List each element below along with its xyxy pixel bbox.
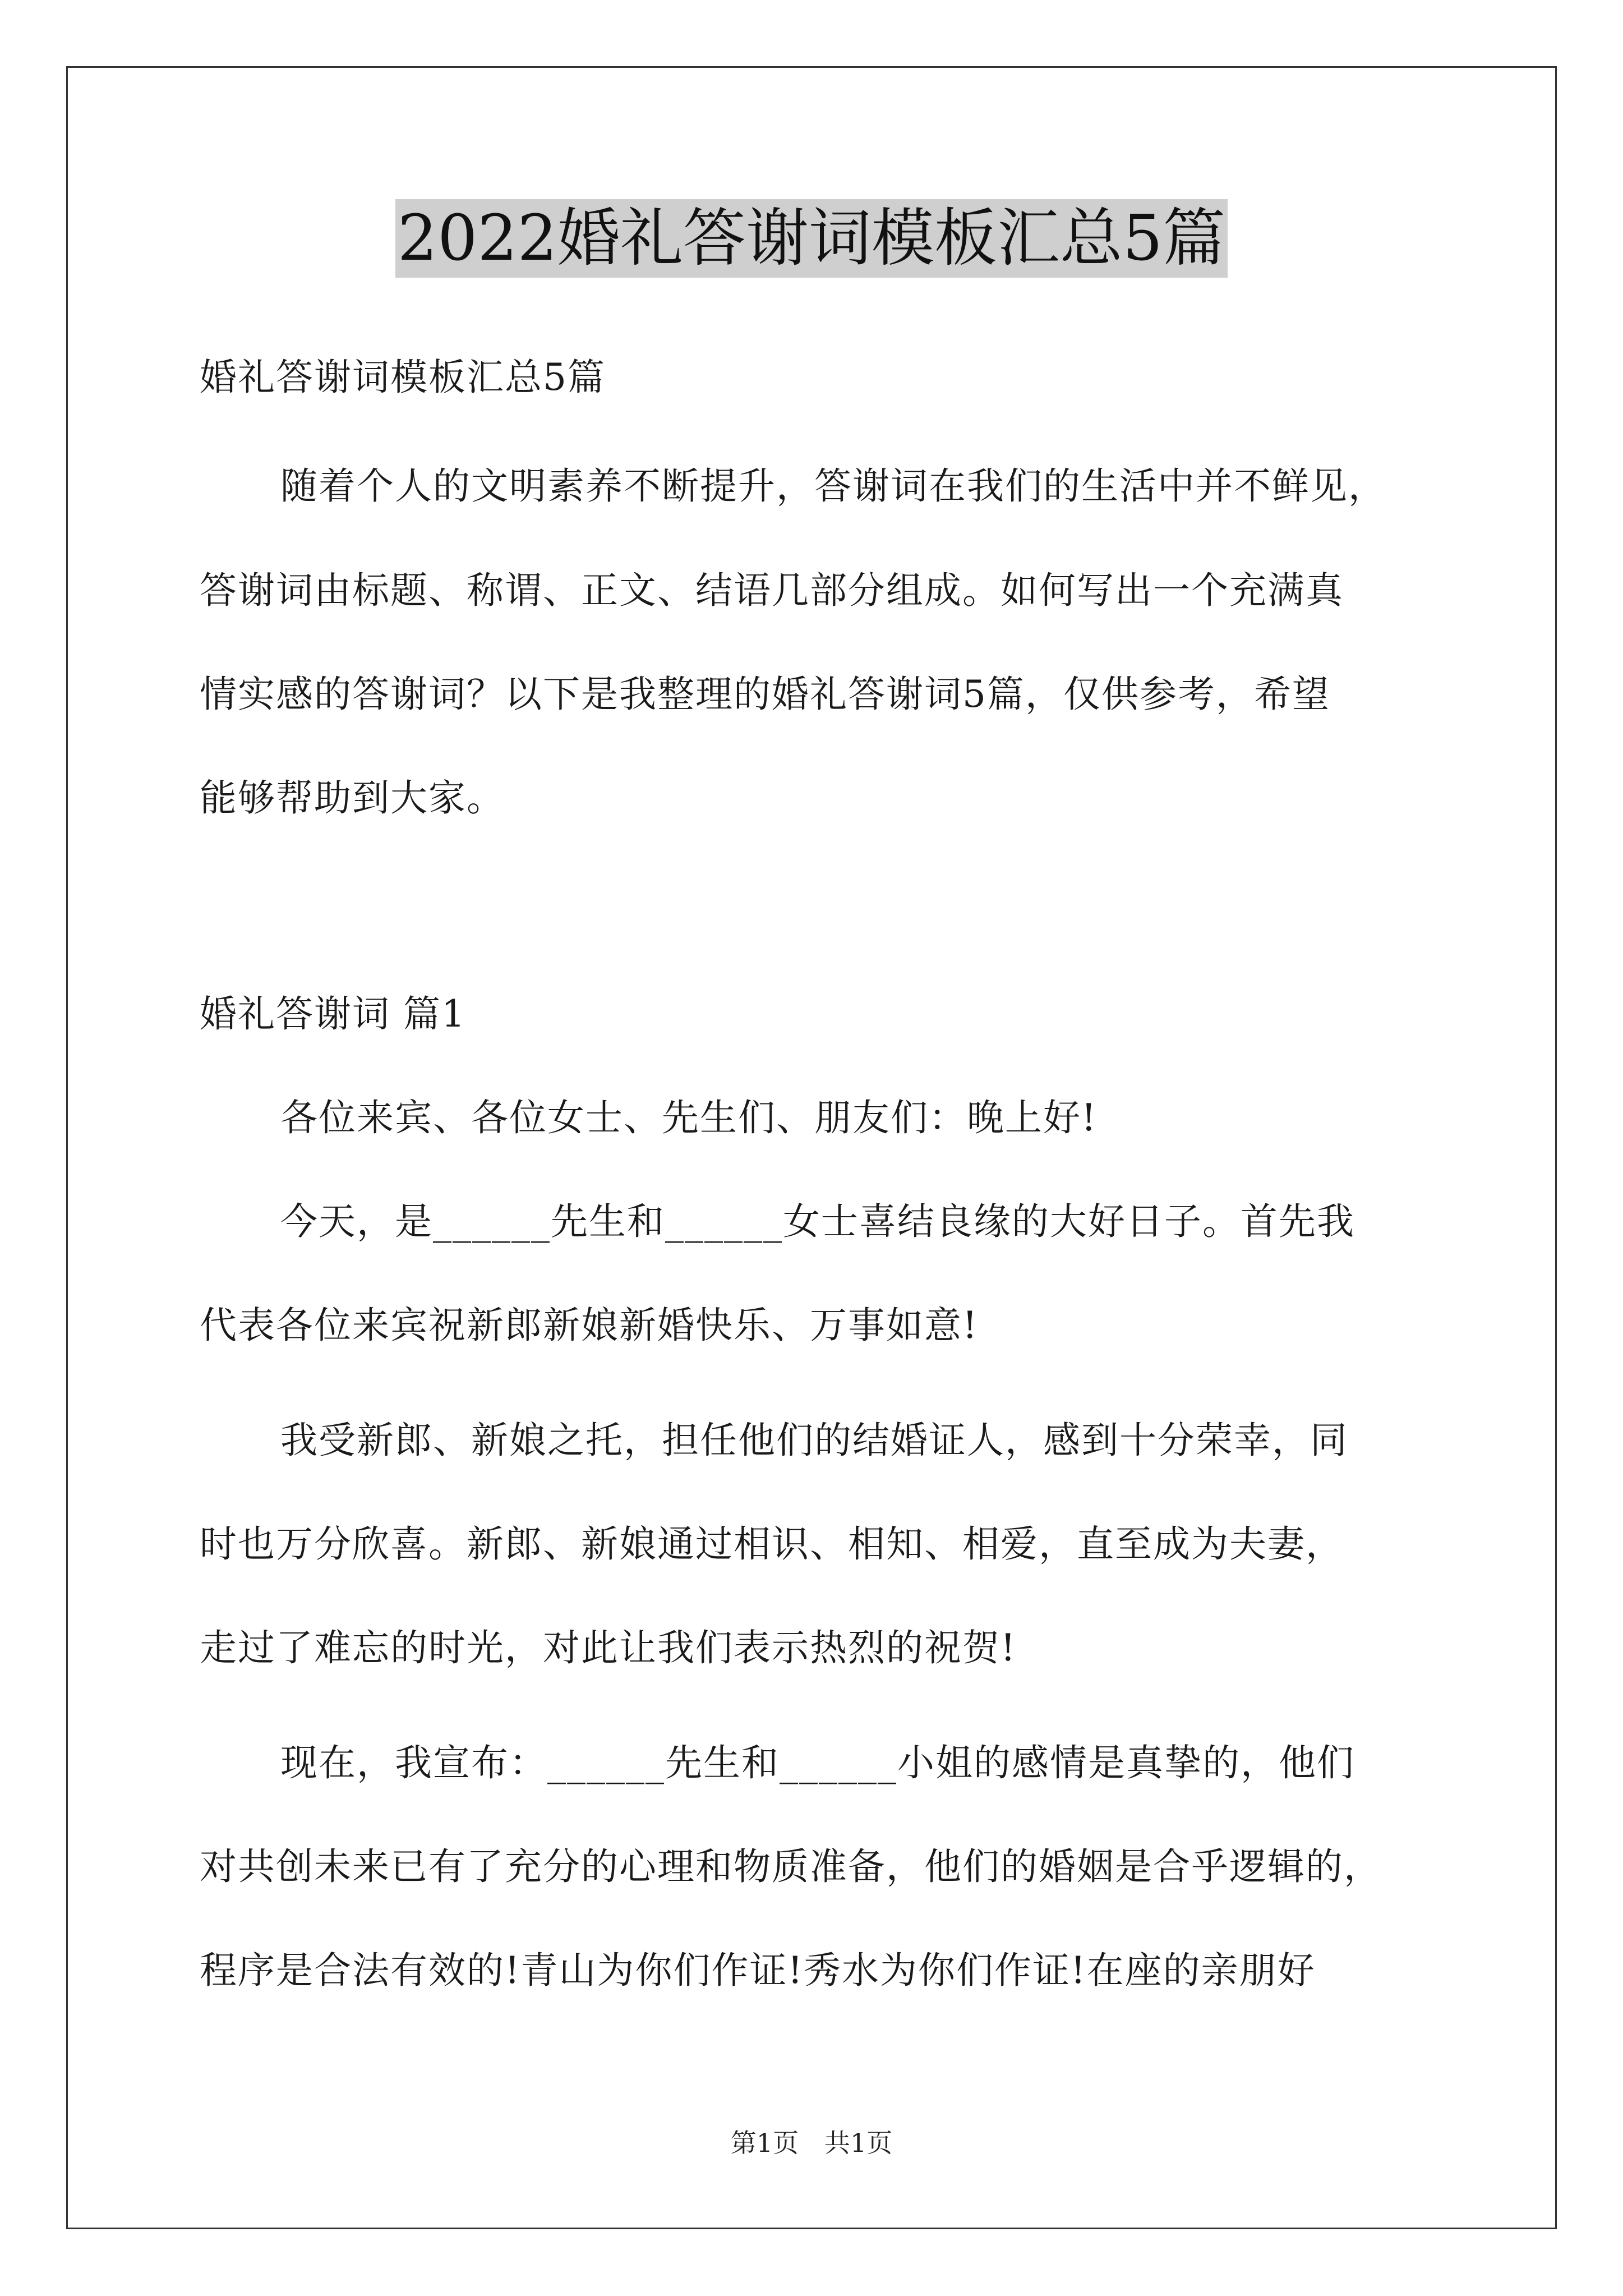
intro-line: 随着个人的文明素养不断提升，答谢词在我们的生活中并不鲜见， <box>280 464 1386 508</box>
body-line: 走过了难忘的时光，对此让我们表示热烈的祝贺! <box>200 1626 1017 1669</box>
body-line: 对共创未来已有了充分的心理和物质准备，他们的婚姻是合乎逻辑的， <box>200 1845 1382 1888</box>
document-title: 2022婚礼答谢词模板汇总5篇 <box>395 199 1228 278</box>
intro-line: 答谢词由标题、称谓、正文、结语几部分组成。如何写出一个充满真 <box>200 569 1344 612</box>
body-line: 程序是合法有效的!青山为你们作证!秀水为你们作证!在座的亲朋好 <box>200 1949 1316 1992</box>
intro-line: 情实感的答谢词？以下是我整理的婚礼答谢词5篇，仅供参考，希望 <box>200 673 1330 716</box>
body-line: 各位来宾、各位女士、先生们、朋友们：晚上好! <box>280 1096 1098 1139</box>
title-container <box>0 199 1623 278</box>
document-subtitle: 婚礼答谢词模板汇总5篇 <box>200 356 606 399</box>
page-footer: 第1页 共1页 <box>730 2128 893 2158</box>
body-line: 现在，我宣布：______先生和______小姐的感情是真挚的，他们 <box>280 1741 1355 1784</box>
body-line: 代表各位来宾祝新郎新娘新婚快乐、万事如意! <box>200 1304 979 1347</box>
body-line: 今天，是______先生和______女士喜结良缘的大好日子。首先我 <box>280 1200 1355 1243</box>
intro-line: 能够帮助到大家。 <box>200 776 505 820</box>
body-line: 我受新郎、新娘之托，担任他们的结婚证人，感到十分荣幸，同 <box>280 1419 1348 1462</box>
section-heading: 婚礼答谢词 篇1 <box>200 992 466 1036</box>
body-line: 时也万分欣喜。新郎、新娘通过相识、相知、相爱，直至成为夫妻， <box>200 1522 1344 1566</box>
